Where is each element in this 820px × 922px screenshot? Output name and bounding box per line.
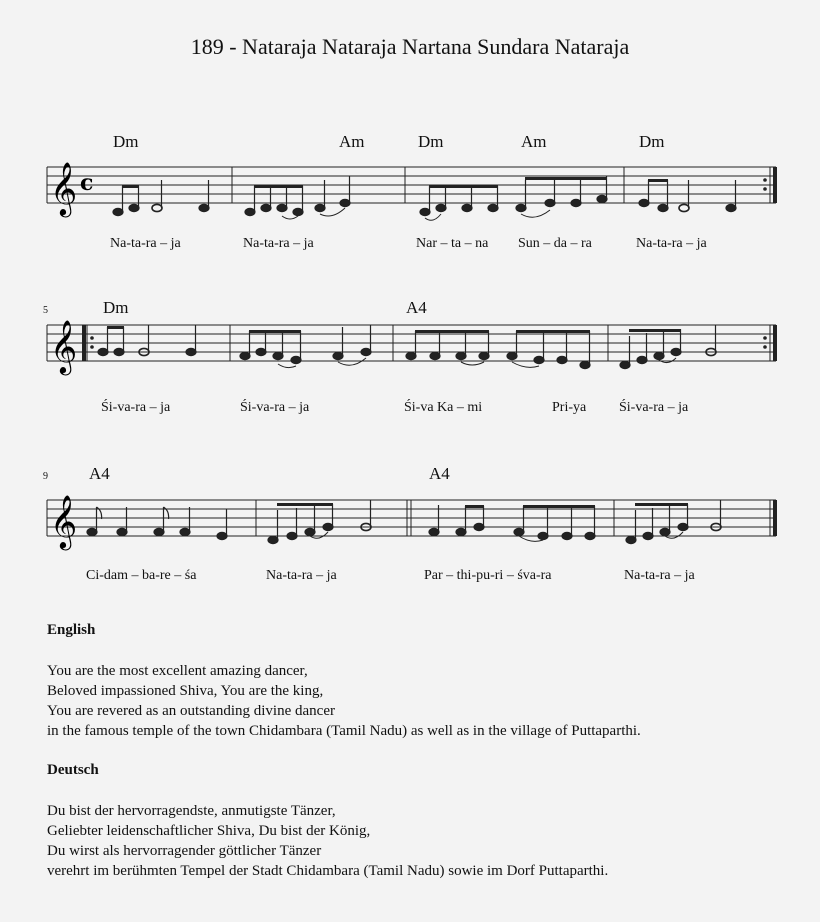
translation-line: verehrt im berühmten Tempel der Stadt Chidambara (Tamil Nadu) sowie im Dorf Puttaparthi. [47, 863, 609, 879]
chord-symbol: A4 [406, 298, 427, 317]
lyric-segment: Śi-va Ka – mi [404, 400, 483, 415]
translation-line: You are revered as an outstanding divine dancer [47, 703, 335, 719]
lyric-segment: Na-ta-ra – ja [624, 568, 695, 583]
translation-line: Geliebter leidenschaftlicher Shiva, Du bist der König, [47, 823, 371, 839]
treble-clef-icon: 𝄞 [50, 319, 78, 373]
deutsch-translation [47, 801, 608, 881]
translation-line: in the famous temple of the town Chidambara (Tamil Nadu) as well as in the village of Puttaparthi. [47, 723, 641, 739]
lyric-segment: Pri-ya [552, 400, 587, 415]
music-system-3 [0, 462, 820, 592]
lyric-segment: Na-ta-ra – ja [636, 236, 707, 251]
translation-line: Beloved impassioned Shiva, You are the king, [47, 683, 324, 699]
treble-clef-icon: 𝄞 [50, 494, 78, 548]
chord-symbol: Dm [639, 132, 665, 151]
lyric-segment: Na-ta-ra – ja [110, 236, 181, 251]
deutsch-heading: Deutsch [47, 762, 99, 778]
music-system-1 [0, 130, 820, 260]
english-translation [47, 661, 641, 741]
chord-symbol: Dm [113, 132, 139, 151]
measure-number: 5 [43, 305, 48, 316]
song-title: 189 - Nataraja Nataraja Nartana Sundara Nataraja [190, 34, 630, 59]
lyric-segment: Na-ta-ra – ja [243, 236, 314, 251]
lyric-segment: Śi-va-ra – ja [619, 400, 689, 415]
chord-symbol: Dm [103, 298, 129, 317]
chord-symbol: A4 [89, 464, 110, 483]
lyric-segment: Śi-va-ra – ja [101, 400, 171, 415]
translation-line: Du wirst als hervorragender göttlicher Tänzer [47, 843, 322, 859]
music-system-2 [0, 296, 820, 426]
english-heading: English [47, 622, 96, 638]
chord-symbol: Am [521, 132, 547, 151]
lyric-segment: Śi-va-ra – ja [240, 400, 310, 415]
translation-line: Du bist der hervorragendste, anmutigste Tänzer, [47, 803, 336, 819]
chord-symbol: Am [339, 132, 365, 151]
lyric-segment: Ci-dam – ba-re – śa [86, 568, 197, 583]
chord-symbol: Dm [418, 132, 444, 151]
lyric-segment: Par – thi-pu-ri – śva-ra [424, 568, 552, 583]
lyric-segment: Na-ta-ra – ja [266, 568, 337, 583]
chord-symbol: A4 [429, 464, 450, 483]
translation-line: You are the most excellent amazing dancer, [47, 663, 308, 679]
time-signature: c [80, 170, 94, 196]
measure-number: 9 [43, 471, 48, 482]
lyric-segment: Nar – ta – na [416, 236, 489, 251]
treble-clef-icon: 𝄞 [50, 161, 78, 215]
lyric-segment: Sun – da – ra [518, 236, 592, 251]
